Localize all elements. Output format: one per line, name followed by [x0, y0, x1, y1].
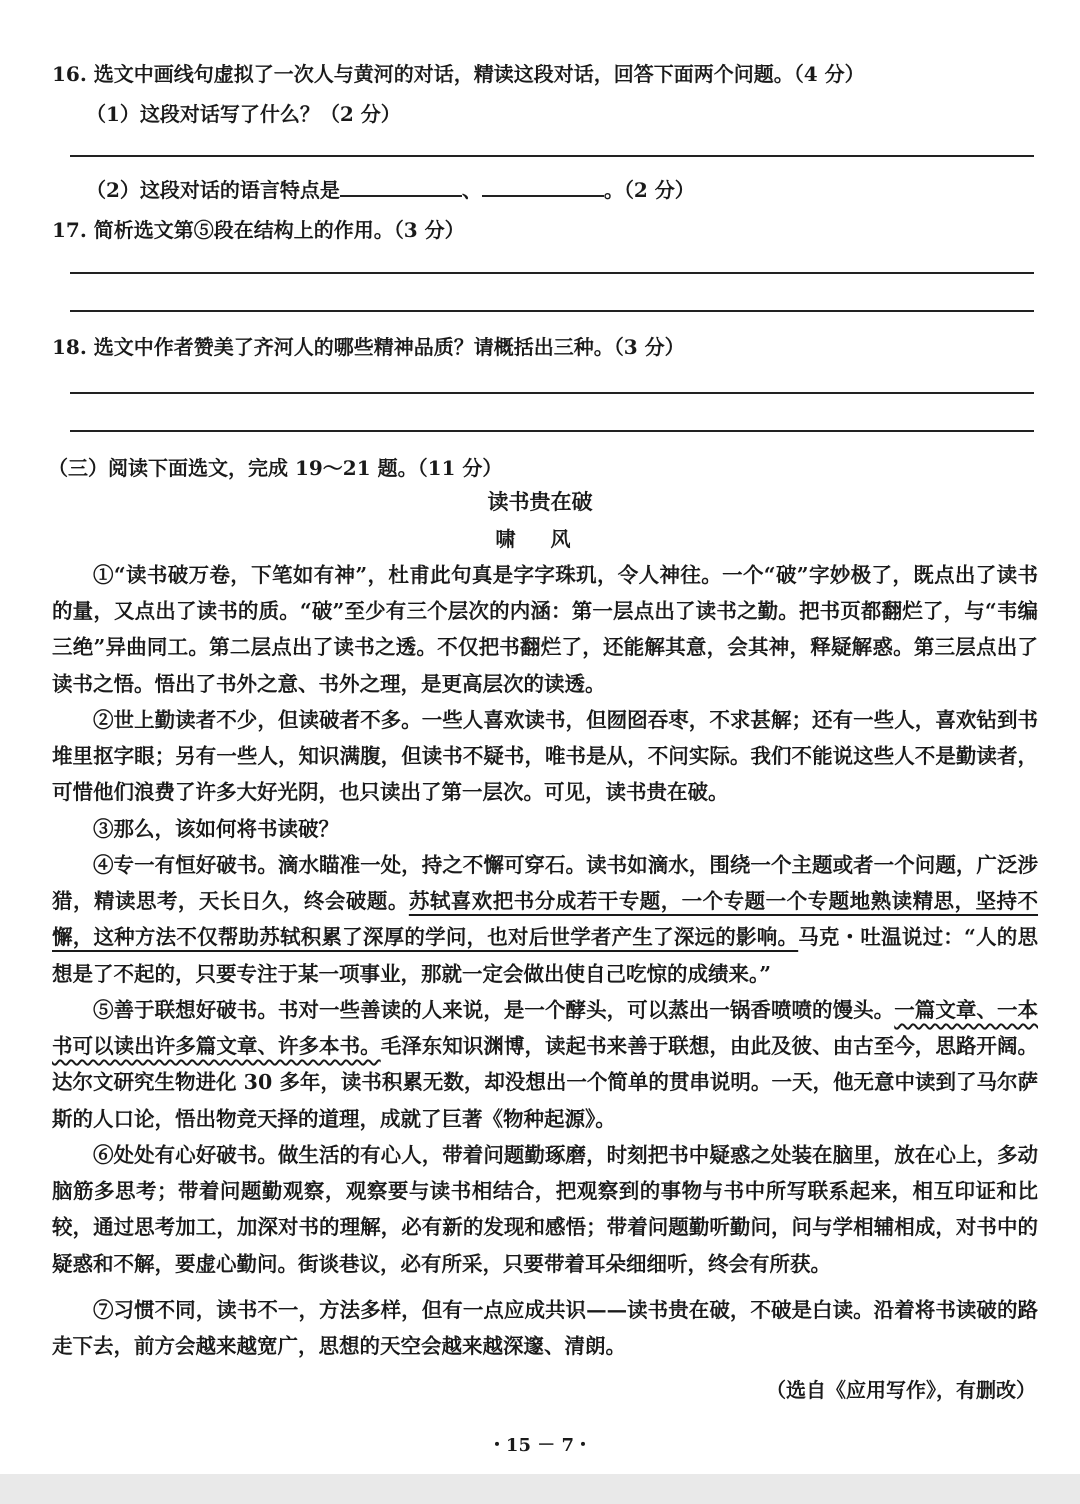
answer-blank[interactable]	[482, 177, 604, 197]
paragraph-1: ①“读书破万卷，下笔如有神”，杜甫此句真是字字珠玑，令人神往。一个“破”字妙极了，既点出了读书的量，又点出了读书的质。“破”至少有三个层次的内涵：第一层点出了读书之勤。把书页都翻烂了，与“韦编三绝”异曲同工。第二层点出了读书之透。不仅把书翻烂了，还能解其意，会其神，释疑解惑。第三层点出了读书之悟。悟出了书外之意、书外之理，是更高层次的读透。	[52, 563, 1038, 696]
page-number: ・15 － 7・	[487, 1435, 593, 1456]
underlined-sentence: 苏轼喜欢把书分成若干专题，一个专题一个专题地熟读精思，坚持不懈，这种方法不仅帮助苏轼积累了深厚的学问，也对后世学者产生了深远的影响。	[52, 889, 1039, 950]
wavy-underlined-sentence: 一篇文章、一本书可以读出许多篇文章、许多本书。	[52, 998, 1039, 1059]
paragraph-4-text: ④专一有恒好破书。滴水瞄准一处，持之不懈可穿石。读书如滴水，围绕一个主题或者一个问题，广泛涉猎，精读思考，天长日久，终会破题。	[52, 853, 1038, 914]
answer-line[interactable]	[70, 272, 1034, 274]
answer-blank[interactable]	[340, 177, 462, 197]
paragraph-4-quote: 马克・吐温说过：“人的思想是了不起的，只要专注于某一项事业，那就一定会做出使自己吃惊的成绩来。”	[52, 925, 1038, 986]
question-17-stem: 17. 简析选文第⑤段在结构上的作用。（3 分）	[52, 218, 465, 242]
paragraph-7: ⑦习惯不同，读书不一，方法多样，但有一点应成共识——读书贵在破，不破是白读。沿着将书读破的路走下去，前方会越来越宽广，思想的天空会越来越深邃、清朗。	[52, 1298, 1038, 1359]
scan-footer-band	[0, 1474, 1080, 1504]
sub2-prefix: （2）这段对话的语言特点是	[86, 178, 340, 202]
section-3-heading: （三）阅读下面选文，完成 19～21 题。（11 分）	[48, 456, 503, 480]
article-source: （选自《应用写作》，有删改）	[766, 1378, 1036, 1402]
paragraph-5-text: ⑤善于联想好破书。书对一些善读的人来说，是一个酵头，可以蒸出一锅香喷喷的馒头。	[93, 998, 895, 1022]
answer-line[interactable]	[70, 310, 1034, 312]
answer-line[interactable]	[70, 155, 1034, 157]
sub2-suffix: 。（2 分）	[603, 178, 695, 202]
question-16-sub1: （1）这段对话写了什么？（2 分）	[86, 102, 401, 126]
question-16-sub2	[86, 174, 695, 203]
paragraph-3: ③那么，该如何将书读破？	[93, 817, 339, 841]
answer-line[interactable]	[70, 392, 1034, 394]
question-18-stem: 18. 选文中作者赞美了齐河人的哪些精神品质？请概括出三种。（3 分）	[52, 335, 685, 359]
question-16-stem: 16. 选文中画线句虚拟了一次人与黄河的对话，精读这段对话，回答下面两个问题。（4 分）	[52, 62, 865, 86]
article-author: 啸 风	[495, 527, 585, 551]
article-title: 读书贵在破	[487, 489, 593, 514]
paragraph-6: ⑥处处有心好破书。做生活的有心人，带着问题勤琢磨，时刻把书中疑惑之处装在脑里，放在心上，多动脑筋多思考；带着问题勤观察，观察要与读书相结合，把观察到的事物与书中所写联系起来，相互印证和比较，通过思考加工，加深对书的理解，必有新的发现和感悟；带着问题勤听勤问，问与学相辅相成，对书中的疑惑和不解，要虚心勤问。街谈巷议，必有所采，只要带着耳朵细细听，终会有所获。	[52, 1143, 1038, 1276]
paragraph-5	[52, 992, 1038, 1137]
paragraph-2: ②世上勤读者不少，但读破者不多。一些人喜欢读书，但囫囵吞枣，不求甚解；还有一些人，喜欢钻到书堆里抠字眼；另有一些人，知识满腹，但读书不疑书，唯书是从，不问实际。我们不能说这些人不是勤读者，可惜他们浪费了许多大好光阴，也只读出了第一层次。可见，读书贵在破。	[52, 708, 1038, 805]
paragraph-4	[52, 847, 1038, 992]
sub2-separator: 、	[461, 178, 482, 202]
paragraph-5-rest: 毛泽东知识渊博，读起书来善于联想，由此及彼、由古至今，思路开阔。达尔文研究生物进化 30 多年，读书积累无数，却没想出一个简单的贯串说明。一天，他无意中读到了马尔萨斯的人口论，悟出物竞天择的道理，成就了巨著《物种起源》。	[52, 1034, 1039, 1131]
answer-line[interactable]	[70, 430, 1034, 432]
